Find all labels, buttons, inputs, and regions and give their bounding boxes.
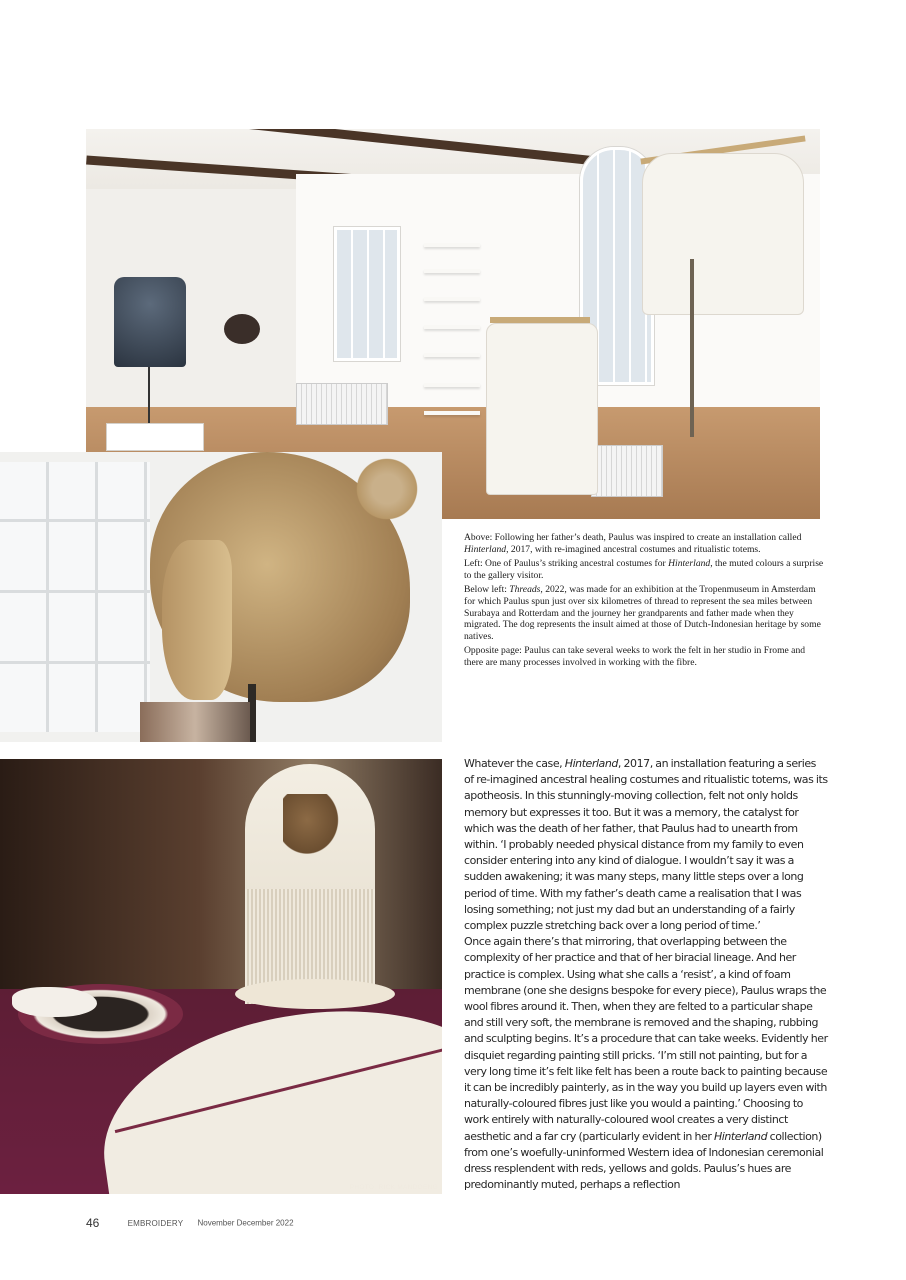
display-shelf bbox=[424, 325, 480, 329]
headdress-curl bbox=[352, 454, 422, 524]
background-window bbox=[0, 462, 150, 732]
photo-threads-installation bbox=[0, 759, 442, 1194]
magazine-name: EMBROIDERY bbox=[127, 1218, 184, 1228]
caption-above: Above: Following her father’s death, Paulus was inspired to create an installation called Hinterland, 2017, with re-imagined ancestral costumes and ritualistic totems. bbox=[464, 532, 802, 555]
radiator bbox=[591, 445, 663, 497]
article-body bbox=[464, 756, 828, 1193]
display-shelf bbox=[424, 383, 480, 387]
display-shelf bbox=[424, 297, 480, 301]
caption-label: Opposite page: bbox=[464, 645, 522, 657]
felt-hand bbox=[12, 987, 97, 1017]
issue-date: November December 2022 bbox=[197, 1218, 294, 1228]
caption-label: Above: bbox=[464, 532, 493, 543]
display-shelf bbox=[424, 243, 480, 247]
caption-left: Left: One of Paulus’s striking ancestral costumes for Hinterland, the muted colours a surprise to the gallery visitor. bbox=[464, 558, 824, 581]
display-shelf bbox=[424, 353, 480, 357]
museum-wall bbox=[0, 759, 442, 1019]
display-shelf bbox=[424, 411, 480, 415]
photo-credit: PHOTO: RICK MANDOENG bbox=[349, 1184, 438, 1191]
white-trousers bbox=[486, 323, 598, 495]
caption-label: Below left: bbox=[464, 584, 510, 596]
wall-totem bbox=[224, 314, 260, 344]
display-shelf bbox=[424, 269, 480, 273]
page-number: 46 bbox=[86, 1216, 100, 1230]
dog-figure bbox=[283, 794, 343, 859]
gallery-window bbox=[334, 227, 400, 361]
body-paragraph-2: Once again there’s that mirroring, that overlapping between the complexity of her practice and that of her biracial lineage. And her practice is complex. Using what she calls a ‘resist’, a kind of foam membrane (one she designs bespoke for every piece), Paulus wraps the wool fibres around it. Then, when they are felted to a particular shape and still very soft, the membrane is removed and the shaping, rubbing and sculpting begins. It’s a procedure that can take weeks. Evidently her disquiet regarding painting still pricks. ‘I’m still not painting, but for a very long time it’s felt like felt has been a route back to painting because it can be incredibly painterly, as in the way you build up layers even with naturally-coloured fibres just like you would a painting.’ Choosing to work entirely with naturally-coloured wool creates a very distinct aesthetic and a far cry (particularly evident in her Hinterland collection) from one’s woefully-uninformed Western idea of Indonesian ceremonial dress resplendent with reds, yellows and golds. Paulus’s hues are predominantly muted, perhaps a reflection bbox=[464, 935, 828, 1192]
fabric-drape bbox=[140, 702, 250, 742]
body-paragraph-1: Whatever the case, Hinterland, 2017, an installation featuring a series of re-imagined ancestral healing costumes and ritualistic totems, was its apotheosis. In this stunningly-moving collection, felt not only holds memory but expresses it too. But it was a memory, the catalyst for which was the death of her father, that Paulus had to unearth from within. ‘I probably needed physical distance from my family to even consider entering into any kind of dialogue. I wouldn’t say it was a sudden awakening; it was many steps, many little steps over a long period of time. With my father’s death came a realisation that I was losing something; not just my dad but an understanding of a fairly complex puzzle stretching back over a long period of time.’ bbox=[464, 757, 828, 933]
caption-label: Left: bbox=[464, 558, 483, 570]
felt-face bbox=[162, 540, 232, 700]
radiator bbox=[296, 383, 388, 425]
photo-ancestral-headdress bbox=[0, 452, 442, 742]
caption-opposite: Opposite page: Paulus can take several weeks to work the felt in her studio in Frome and there are many processes involved in working with the fibre. bbox=[464, 645, 806, 668]
photo-captions bbox=[464, 532, 824, 672]
thread-pool bbox=[235, 979, 395, 1009]
white-jacket bbox=[642, 153, 804, 315]
page-footer bbox=[86, 1216, 294, 1230]
white-plinth bbox=[106, 423, 204, 451]
dark-beaded-costume bbox=[114, 277, 186, 367]
hanging-rope bbox=[690, 259, 694, 437]
caption-below-left: Below left: Threads, 2022, was made for an exhibition at the Tropenmuseum in Amsterdam for which Paulus spun just over six kilometres of thread to represent the sea miles between Surabaya and Rotterdam and the journey her grandparents and father made when they migrated. The dog represents the insult aimed at those of Dutch-Indonesian heritage by some natives. bbox=[464, 584, 821, 642]
costume-stand bbox=[148, 367, 150, 427]
